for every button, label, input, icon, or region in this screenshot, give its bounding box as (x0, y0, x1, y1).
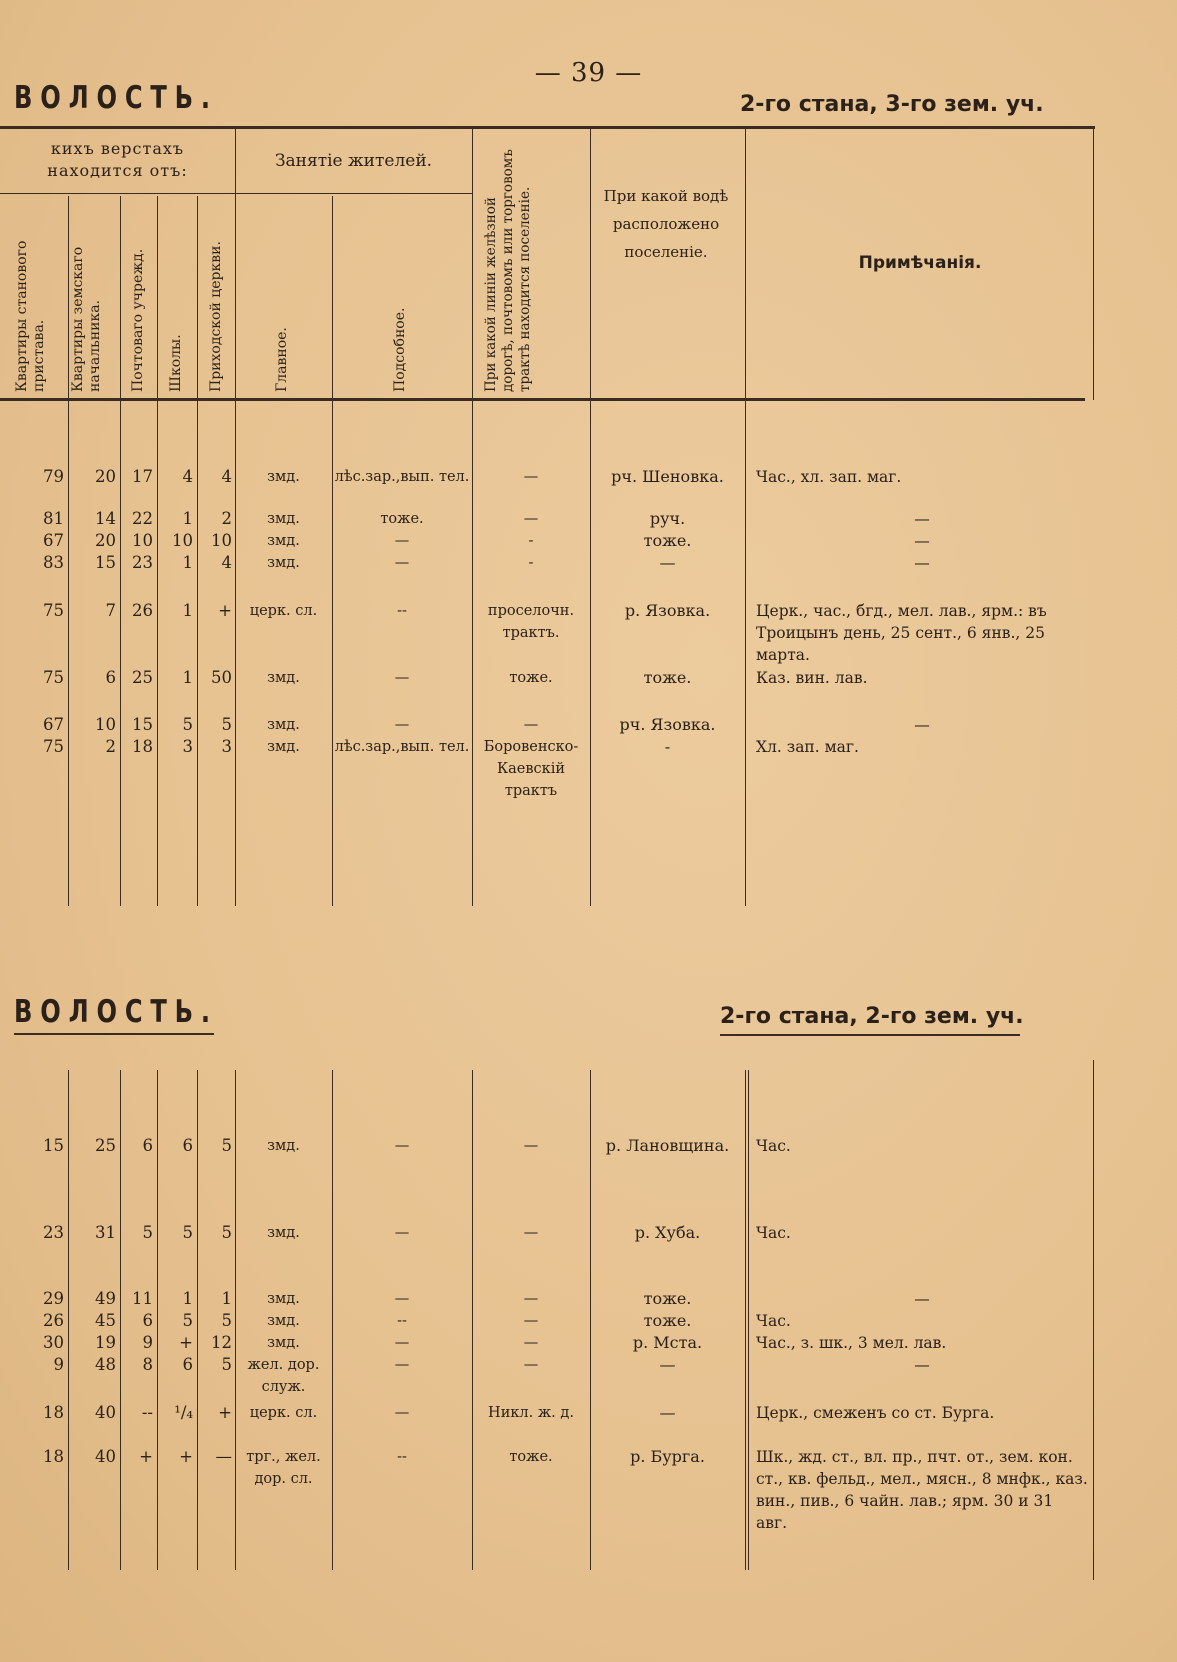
cell-c4: 1 (182, 553, 193, 572)
col-header-school: Школы. (168, 334, 184, 392)
cell-c4: 5 (182, 1311, 193, 1330)
cell-c3: 6 (142, 1311, 153, 1330)
cell-c4: ¹/₄ (174, 1403, 193, 1422)
cell-c4: 1 (182, 668, 193, 687)
col-divider (745, 1070, 746, 1570)
cell-c5: 10 (211, 531, 232, 550)
col-header-road: При какой линіи желѣзной дорогѣ, почтовомъ или торговомъ трактѣ находится поселеніе. (483, 149, 533, 392)
cell-road: тоже. (509, 670, 553, 686)
col-divider (745, 128, 746, 906)
cell-note: Час., з. шк., 3 мел. лав. (756, 1334, 947, 1352)
cell-road: — (523, 1357, 539, 1373)
col-divider (748, 1070, 749, 1570)
distance-group-header: кихъ верстахъ находится отъ: (47, 139, 188, 180)
cell-c3: 23 (132, 553, 153, 572)
cell-c5: + (218, 1403, 232, 1422)
cell-note: — (914, 716, 930, 734)
cell-aux: — (394, 1405, 410, 1421)
cell-main: змд. (267, 511, 300, 527)
cell-water: тоже. (643, 531, 692, 550)
cell-c5: 5 (221, 1355, 232, 1374)
cell-road: проселочн. трактъ. (487, 603, 575, 641)
cell-note: Церк., час., бгд., мел. лав., ярм.: въ Троицынъ день, 25 сент., 6 янв., 25 марта. (756, 602, 1047, 664)
cell-c4: 5 (182, 1223, 193, 1242)
cell-note: — (914, 532, 930, 550)
cell-main: церк. сл. (249, 603, 318, 619)
cell-main: змд. (267, 1225, 300, 1241)
cell-c1: 75 (43, 668, 64, 687)
cell-c1: 67 (43, 715, 64, 734)
table-right-border (1093, 128, 1094, 400)
cell-c2: 25 (95, 1136, 116, 1155)
cell-c1: 75 (43, 737, 64, 756)
cell-c4: + (179, 1333, 193, 1352)
cell-main: змд. (267, 533, 300, 549)
cell-c1: 79 (43, 467, 64, 486)
cell-c4: 3 (182, 737, 193, 756)
col-divider (332, 1070, 333, 1570)
cell-c5: 5 (221, 1311, 232, 1330)
cell-road: — (523, 1138, 539, 1154)
cell-c4: 4 (182, 467, 193, 486)
cell-aux: — (394, 533, 410, 549)
cell-note: Час. (756, 1312, 791, 1330)
col-header-water: При какой водѣ расположено поселеніе. (603, 187, 729, 261)
cell-c2: 2 (105, 737, 116, 756)
cell-main: змд. (267, 1335, 300, 1351)
cell-c4: 1 (182, 1289, 193, 1308)
distance-group-rule (0, 193, 235, 194)
cell-main: змд. (267, 555, 300, 571)
cell-c5: 3 (221, 737, 232, 756)
cell-c2: 40 (95, 1447, 116, 1466)
cell-water: тоже. (643, 1289, 692, 1308)
cell-c5: 4 (221, 467, 232, 486)
col-divider (235, 128, 236, 906)
cell-road: — (523, 511, 539, 527)
cell-note: Хл. зап. маг. (756, 738, 859, 756)
header-top-rule (0, 126, 1095, 129)
cell-c1: 75 (43, 601, 64, 620)
cell-water: — (659, 553, 676, 572)
cell-c4: 1 (182, 601, 193, 620)
cell-road: — (523, 1313, 539, 1329)
cell-water: рч. Язовка. (619, 715, 716, 734)
cell-road: — (523, 469, 539, 485)
cell-c2: 6 (105, 668, 116, 687)
section-2-subtitle: 2-го стана, 2-го зем. уч. (720, 1004, 1024, 1029)
cell-c2: 14 (95, 509, 116, 528)
cell-c3: 17 (132, 467, 153, 486)
cell-c3: 18 (132, 737, 153, 756)
cell-c2: 7 (105, 601, 116, 620)
cell-aux: тоже. (380, 511, 424, 527)
cell-note: — (914, 1290, 930, 1308)
cell-c2: 20 (95, 531, 116, 550)
cell-c3: 5 (142, 1223, 153, 1242)
cell-main: змд. (267, 469, 300, 485)
cell-note: Церк., смеженъ со ст. Бурга. (756, 1404, 995, 1422)
cell-c1: 83 (43, 553, 64, 572)
cell-c1: 23 (43, 1223, 64, 1242)
cell-c3: 22 (132, 509, 153, 528)
cell-c3: 11 (132, 1289, 153, 1308)
cell-c2: 40 (95, 1403, 116, 1422)
cell-c2: 48 (95, 1355, 116, 1374)
cell-c2: 10 (95, 715, 116, 734)
cell-c3: 26 (132, 601, 153, 620)
cell-c5: 5 (221, 1223, 232, 1242)
cell-note: — (914, 510, 930, 528)
cell-main: жел. дор. служ. (247, 1357, 320, 1395)
cell-c3: 9 (142, 1333, 153, 1352)
cell-road: - (528, 555, 534, 571)
cell-water: руч. (649, 509, 686, 528)
cell-water: р. Лановщина. (605, 1136, 730, 1155)
cell-c2: 19 (95, 1333, 116, 1352)
cell-water: тоже. (643, 668, 692, 687)
cell-c4: 10 (172, 531, 193, 550)
cell-c3: 10 (132, 531, 153, 550)
col-header-stanovoy: Квартиры станового пристава. (14, 240, 47, 392)
col-divider (472, 128, 473, 906)
col-header-main: Главное. (274, 327, 290, 392)
cell-c4: 1 (182, 509, 193, 528)
cell-aux: — (394, 1335, 410, 1351)
section-1-title: ВОЛОСТЬ. (14, 80, 218, 116)
cell-water: р. Хуба. (634, 1223, 701, 1242)
cell-c2: 45 (95, 1311, 116, 1330)
cell-c2: 31 (95, 1223, 116, 1242)
cell-c1: 9 (53, 1355, 64, 1374)
cell-main: трг., жел. дор. сл. (246, 1449, 321, 1487)
cell-c1: 18 (43, 1447, 64, 1466)
cell-water: — (659, 1403, 676, 1422)
cell-main: церк. сл. (249, 1405, 318, 1421)
cell-road: — (523, 1335, 539, 1351)
cell-road: Никл. ж. д. (488, 1405, 574, 1421)
cell-c1: 29 (43, 1289, 64, 1308)
cell-road: — (523, 1291, 539, 1307)
cell-c5: 1 (221, 1289, 232, 1308)
cell-note: Час. (756, 1137, 791, 1155)
cell-water: — (659, 1355, 676, 1374)
cell-c5: 5 (221, 1136, 232, 1155)
cell-aux: лѣс.зар.,вып. тел. (334, 739, 470, 755)
cell-road: — (523, 1225, 539, 1241)
cell-main: змд. (267, 1291, 300, 1307)
cell-c3: 8 (142, 1355, 153, 1374)
cell-c3: 25 (132, 668, 153, 687)
occupation-group-header: Занятіе жителей. (274, 151, 433, 171)
cell-aux: лѣс.зар.,вып. тел. (334, 469, 470, 485)
cell-aux: — (394, 555, 410, 571)
cell-aux: — (394, 1357, 410, 1373)
cell-c1: 26 (43, 1311, 64, 1330)
cell-main: змд. (267, 670, 300, 686)
cell-c4: 6 (182, 1355, 193, 1374)
cell-road: - (528, 533, 534, 549)
section-2-title: ВОЛОСТЬ. (14, 994, 218, 1030)
col-divider (590, 128, 591, 906)
cell-c4: + (179, 1447, 193, 1466)
cell-c4: 6 (182, 1136, 193, 1155)
cell-note: — (914, 1356, 930, 1374)
col-header-aux: Подсобное. (392, 307, 408, 392)
cell-note: — (914, 554, 930, 572)
cell-road: Боровенско-Каевскій трактъ (483, 739, 579, 799)
cell-main: змд. (267, 739, 300, 755)
table-right-border (1093, 1060, 1094, 1580)
cell-aux: -- (397, 603, 407, 619)
cell-c5: 5 (221, 715, 232, 734)
col-header-church: Приходской церкви. (208, 241, 224, 392)
col-divider (590, 1070, 591, 1570)
cell-water: тоже. (643, 1311, 692, 1330)
cell-water: рч. Шеновка. (611, 467, 724, 486)
cell-water: - (664, 737, 671, 756)
cell-c3: + (139, 1447, 153, 1466)
cell-main: змд. (267, 717, 300, 733)
cell-c2: 15 (95, 553, 116, 572)
section-2-title-underline (14, 1033, 214, 1035)
cell-aux: — (394, 1138, 410, 1154)
cell-water: р. Язовка. (624, 601, 711, 620)
cell-aux: — (394, 1291, 410, 1307)
cell-c5: 4 (221, 553, 232, 572)
cell-aux: — (394, 670, 410, 686)
cell-c4: 5 (182, 715, 193, 734)
cell-c2: 49 (95, 1289, 116, 1308)
cell-note: Шк., жд. ст., вл. пр., пчт. от., зем. кон. ст., кв. фельд., мел., мясн., 8 мнфк., каз. вин., пив., 6 чайн. лав.; ярм. 30 и 31 авг. (756, 1448, 1088, 1532)
cell-c1: 81 (43, 509, 64, 528)
cell-c5: + (218, 601, 232, 620)
cell-c5: — (215, 1447, 232, 1466)
section-2-subtitle-underline (720, 1034, 1020, 1036)
cell-road: — (523, 717, 539, 733)
page-number: — 39 — (534, 58, 643, 88)
cell-aux: -- (397, 1449, 407, 1465)
header-bottom-rule (0, 398, 1085, 401)
col-divider (472, 1070, 473, 1570)
col-header-zemsky: Квартиры земскаго начальника. (70, 246, 103, 392)
cell-road: тоже. (509, 1449, 553, 1465)
col-header-post: Почтоваго учрежд. (130, 248, 146, 392)
cell-c2: 20 (95, 467, 116, 486)
cell-c1: 30 (43, 1333, 64, 1352)
occupation-group-rule (235, 193, 472, 194)
col-header-notes: Примѣчанія. (858, 253, 982, 273)
cell-c3: 6 (142, 1136, 153, 1155)
cell-aux: -- (397, 1313, 407, 1329)
cell-c5: 12 (211, 1333, 232, 1352)
section-1-subtitle: 2-го стана, 3-го зем. уч. (740, 92, 1044, 117)
cell-c1: 18 (43, 1403, 64, 1422)
cell-c1: 15 (43, 1136, 64, 1155)
cell-main: змд. (267, 1313, 300, 1329)
cell-c3: -- (141, 1403, 153, 1422)
cell-note: Час., хл. зап. маг. (756, 468, 902, 486)
cell-c5: 50 (211, 668, 232, 687)
cell-aux: — (394, 1225, 410, 1241)
cell-note: Час. (756, 1224, 791, 1242)
cell-main: змд. (267, 1138, 300, 1154)
cell-aux: — (394, 717, 410, 733)
cell-c5: 2 (221, 509, 232, 528)
cell-c3: 15 (132, 715, 153, 734)
col-divider (332, 196, 333, 906)
cell-c1: 67 (43, 531, 64, 550)
cell-water: р. Бурга. (630, 1447, 705, 1466)
cell-note: Каз. вин. лав. (756, 669, 868, 687)
cell-water: р. Мста. (632, 1333, 703, 1352)
col-divider (235, 1070, 236, 1570)
